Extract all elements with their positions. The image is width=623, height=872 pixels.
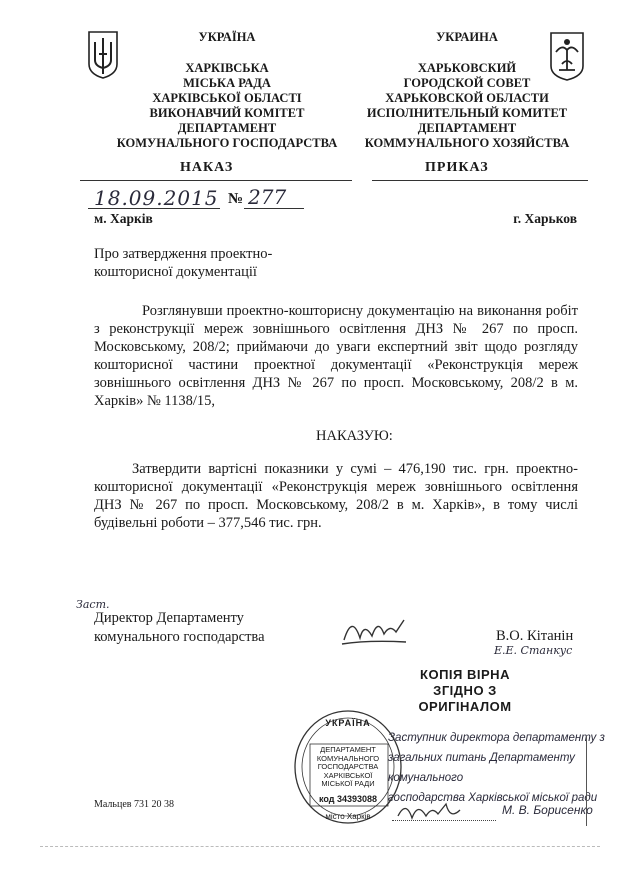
signer-position bbox=[94, 609, 265, 647]
signer-name: В.О. Кітанін bbox=[496, 628, 574, 644]
order-number: 277 bbox=[248, 185, 287, 209]
signature-scribble-icon bbox=[338, 610, 410, 650]
order-date: 18.09.2015 bbox=[94, 186, 219, 210]
city-ru: г. Харьков bbox=[513, 211, 577, 226]
seal-code: код 34393088 bbox=[318, 794, 378, 804]
order-subject bbox=[94, 245, 272, 281]
certification-signature-scribble-icon bbox=[394, 796, 474, 826]
scan-bottom-rule bbox=[40, 846, 600, 847]
order-number-label: № bbox=[228, 191, 244, 207]
header-rule-left bbox=[80, 180, 352, 181]
certification-right-bracket bbox=[586, 736, 587, 826]
copy-stamp bbox=[402, 667, 528, 715]
left-header-line: ХАРКІВСЬКОЇ ОБЛАСТІ bbox=[152, 91, 302, 105]
signer-position-line: комунального господарства bbox=[94, 629, 265, 645]
seal-bottom-text: місто Харків bbox=[325, 812, 371, 821]
left-header-line: КОМУНАЛЬНОГО ГОСПОДАРСТВА bbox=[116, 136, 338, 150]
certification-line: загальних питань Департаменту комунального bbox=[388, 752, 575, 784]
left-header-line: ХАРКІВСЬКА bbox=[185, 61, 269, 75]
right-header-line: ГОРОДСКОЙ СОВЕТ bbox=[403, 76, 531, 90]
right-header-country: УКРАИНА bbox=[436, 30, 498, 44]
order-number-line bbox=[244, 208, 304, 209]
right-header-line: ХАРЬКОВСКОЙ ОБЛАСТИ bbox=[385, 91, 549, 105]
right-header bbox=[352, 30, 582, 151]
executor-contact: Мальцев 731 20 38 bbox=[94, 799, 174, 810]
certification-signature-line bbox=[392, 820, 496, 821]
copy-stamp-line: КОПІЯ ВІРНА bbox=[420, 667, 510, 682]
seal-inner-line: ГОСПОДАРСТВА bbox=[317, 762, 379, 772]
order-date-line bbox=[88, 208, 220, 209]
paragraph-preamble: Розглянувши проектно-кошторисну документацію на виконання робіт з реконструкції мереж зовнішнього освітлення ДНЗ № 267 по просп. Московському, 208/2; приймаючи до уваги експертний звіт щодо розгляду кошторисної частини проектної документації «Реконструкція мереж зовнішнього освітлення ДНЗ № 267 по просп. Московському, 208/2 в м. Харків» № 1138/15, bbox=[94, 303, 578, 409]
right-header-line: ИСПОЛНИТЕЛЬНЫЙ КОМИТЕТ bbox=[366, 106, 568, 120]
paragraph-order: Затвердити вартісні показники у сумі – 476,190 тис. грн. проектно-кошторисної документації «Реконструкція мереж зовнішнього освітлення ДНЗ № 267 по просп. Московському, 208/2 в м. Харків», в тому числі будівельні роботи – 377,546 тис. грн. bbox=[94, 461, 578, 531]
seal-inner-text bbox=[304, 746, 392, 789]
order-word: НАКАЗУЮ: bbox=[316, 428, 393, 444]
copy-stamp-line: ОРИГІНАЛОМ bbox=[418, 699, 512, 714]
seal-inner-line: МІСЬКОЇ РАДИ bbox=[321, 779, 375, 789]
left-header-country: УКРАЇНА bbox=[198, 30, 256, 44]
certification-line: Заступник директора департаменту з bbox=[388, 732, 605, 744]
right-header-line: КОММУНАЛЬНОГО ХОЗЯЙСТВА bbox=[364, 136, 570, 150]
seal-top-text: УКРАЇНА bbox=[325, 718, 371, 728]
right-header-line: ХАРЬКОВСКИЙ bbox=[417, 61, 517, 75]
order-subject-line: Про затвердження проектно- bbox=[94, 246, 273, 262]
certification-name: М. В. Борисенко bbox=[502, 803, 593, 817]
left-doc-type: НАКАЗ bbox=[180, 160, 234, 175]
left-header bbox=[96, 30, 358, 151]
right-doc-type: ПРИКАЗ bbox=[425, 160, 489, 175]
handwritten-deputy-prefix: Заст. bbox=[76, 598, 110, 611]
handwritten-signer-name: Е.Е. Станкус bbox=[494, 644, 573, 657]
left-header-line: ДЕПАРТАМЕНТ bbox=[177, 121, 277, 135]
seal-inner-line: КОМУНАЛЬНОГО bbox=[316, 753, 380, 763]
left-header-line: МІСЬКА РАДА bbox=[183, 76, 271, 90]
header-rule-right bbox=[372, 180, 588, 181]
order-subject-line: кошторисної документації bbox=[94, 264, 257, 280]
seal-inner-line: ХАРКІВСЬКОЇ bbox=[323, 770, 373, 780]
certification-line: господарства Харківської міської ради bbox=[388, 792, 598, 804]
seal-inner-line: ДЕПАРТАМЕНТ bbox=[320, 745, 376, 754]
left-header-line: ВИКОНАВЧИЙ КОМІТЕТ bbox=[149, 106, 305, 120]
copy-stamp-line: ЗГІДНО З bbox=[433, 683, 497, 698]
right-header-line: ДЕПАРТАМЕНТ bbox=[417, 121, 517, 135]
city-ua: м. Харків bbox=[94, 211, 153, 226]
round-official-seal bbox=[292, 708, 404, 826]
signer-position-line: Директор Департаменту bbox=[94, 610, 244, 626]
